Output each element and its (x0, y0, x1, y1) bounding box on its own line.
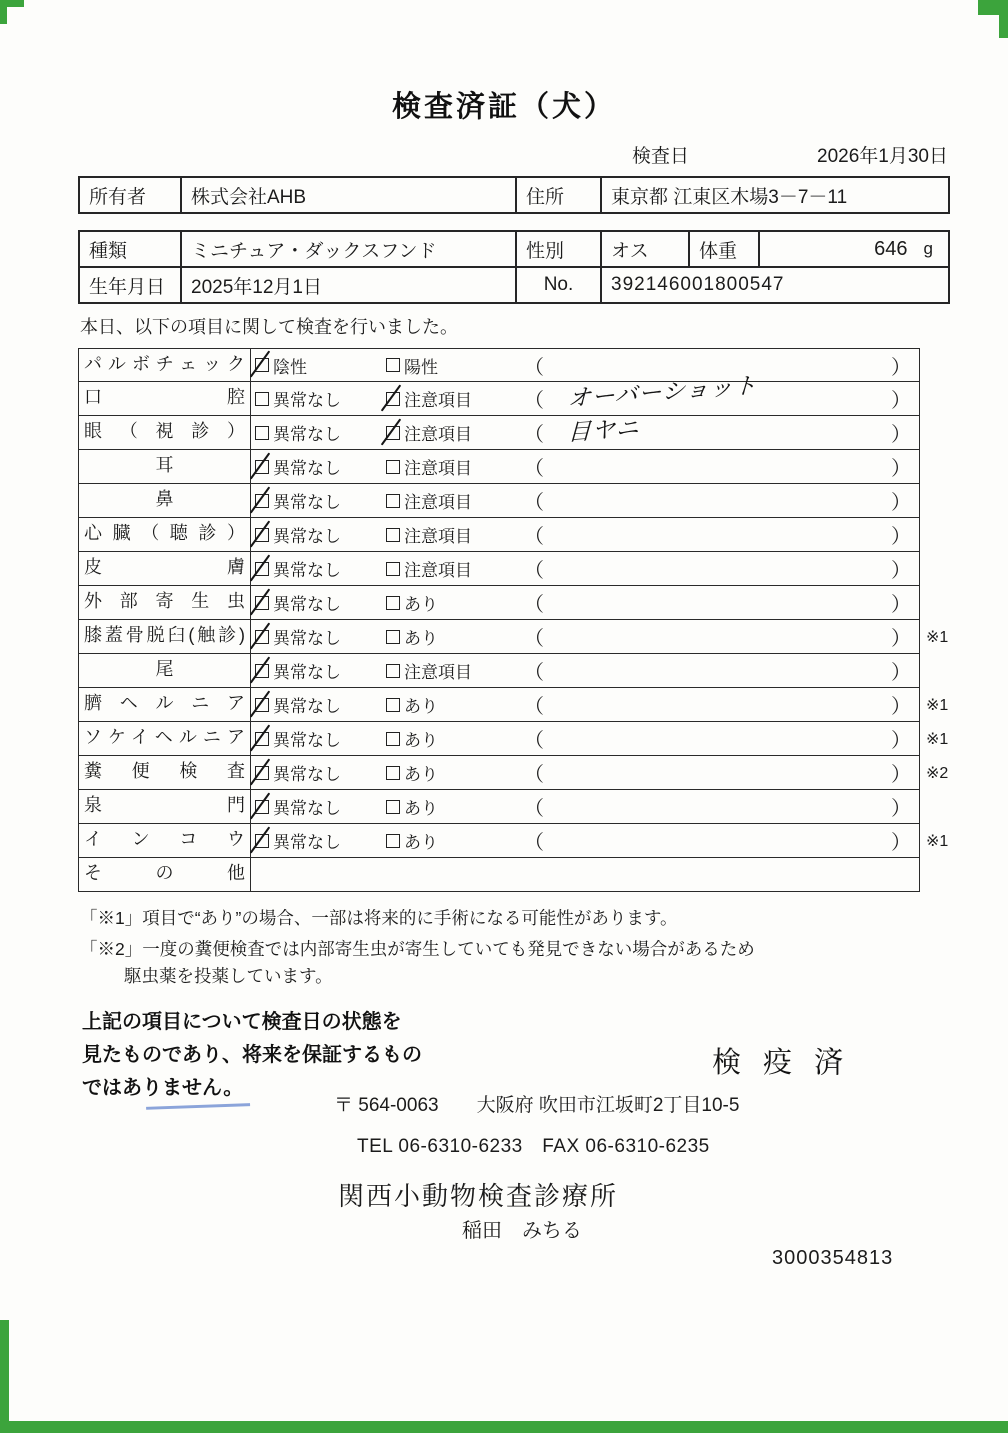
other-empty-cell (251, 858, 919, 891)
option1-checkbox[interactable] (255, 528, 269, 542)
option1-checkbox[interactable] (255, 358, 269, 372)
option2-label: 注意項目 (404, 663, 472, 682)
inspection-row-main (78, 824, 920, 858)
option2-label: あり (404, 765, 438, 784)
option1-label: 異常なし (273, 629, 341, 648)
option2-checkbox[interactable] (386, 596, 400, 610)
option1 (253, 522, 384, 547)
option-cell (251, 484, 516, 517)
inspection-row (78, 654, 1008, 688)
inspection-row-main (78, 858, 920, 892)
footnote-marker: ※1 (926, 697, 949, 714)
inspection-row (78, 824, 1008, 858)
handwritten-checkmark (250, 554, 270, 581)
footnote-marker: ※1 (926, 629, 949, 646)
option1-checkbox[interactable] (255, 460, 269, 474)
inspection-row-main (78, 790, 920, 824)
note-paren-close: ） (891, 458, 911, 480)
footnote-marker (920, 552, 958, 586)
inspection-date-value: 2026年1月30日 (817, 146, 948, 167)
option-cell (251, 450, 516, 483)
scan-artifact-top-right (999, 0, 1008, 38)
owner-label: 所有者 (79, 177, 181, 213)
footnote-marker (920, 382, 958, 416)
note-paren-open: （ (524, 356, 544, 379)
option2-label: 注意項目 (404, 391, 472, 410)
dog-info-table (78, 230, 950, 304)
option2 (384, 590, 516, 615)
option-cell (251, 654, 516, 687)
note-paren-open: （ (524, 424, 544, 446)
option1 (253, 692, 384, 717)
weight-value: 646 (874, 237, 908, 260)
disclaimer-line3: ではありません。 (82, 1077, 244, 1099)
option2-label: あり (404, 731, 438, 750)
inspection-row (78, 688, 1008, 722)
option2 (384, 420, 516, 445)
note-paren-close: ） (891, 764, 911, 786)
option1-label: 異常なし (273, 833, 341, 852)
option1 (253, 353, 384, 378)
handwritten-note: 目ヤニ (567, 414, 641, 446)
option-cell (251, 824, 516, 857)
note-paren-open: （ (524, 730, 544, 752)
handwritten-checkmark (250, 792, 270, 819)
handwritten-checkmark (250, 588, 270, 615)
inspection-row (78, 416, 1008, 450)
footnote-1: 「※1」項目で“あり”の場合、一部は将来的に手術になる可能性があります。 (80, 908, 678, 928)
document-number: 3000354813 (772, 1247, 894, 1269)
option-cell (251, 756, 516, 789)
note-paren-open: （ (524, 628, 544, 650)
breed-row (79, 231, 949, 267)
owner-row (79, 177, 949, 213)
option2 (384, 794, 516, 819)
option1-label: 異常なし (273, 425, 341, 444)
footnote-marker: ※1 (926, 833, 949, 850)
option2-checkbox[interactable] (386, 426, 400, 440)
inspection-row (78, 722, 1008, 756)
option2-checkbox[interactable] (386, 562, 400, 576)
option2-checkbox[interactable] (386, 766, 400, 780)
address-label: 住所 (516, 177, 601, 213)
option2-label: あり (404, 595, 438, 614)
option1 (253, 488, 384, 513)
option2-checkbox[interactable] (386, 630, 400, 644)
inspection-table (78, 348, 1008, 892)
option1-checkbox[interactable] (255, 800, 269, 814)
inspection-row-main (78, 722, 920, 756)
inspection-item-label: パルボチェック (79, 349, 251, 381)
note-paren-open: （ (524, 458, 544, 480)
scan-artifact-bottom-edge (0, 1421, 1008, 1433)
note-paren-close: ） (891, 696, 911, 718)
inspection-item-label: 外 部 寄 生 虫 (79, 586, 251, 619)
option2-checkbox[interactable] (386, 834, 400, 848)
option2-checkbox[interactable] (386, 732, 400, 746)
clinic-address: 〒 564-0063 大阪府 吹田市江坂町2丁目10-5 (334, 1095, 740, 1116)
note-paren-open: （ (524, 662, 544, 684)
clinic-person-name: 稲田 みちる (462, 1220, 582, 1242)
intro-text: 本日、以下の項目に関して検査を行いました。 (80, 317, 458, 337)
sex-label: 性別 (516, 231, 601, 267)
footnote-marker: ※2 (926, 765, 949, 782)
note-cell (516, 790, 919, 823)
inspection-item-label: ソケイヘルニア (79, 722, 251, 755)
option1-label: 異常なし (273, 459, 341, 478)
option-cell (251, 518, 516, 551)
option1-checkbox[interactable] (255, 392, 269, 406)
number-label: No. (516, 267, 601, 303)
note-paren-open: （ (524, 560, 544, 582)
option1 (253, 828, 384, 853)
inspection-row-main (78, 654, 920, 688)
note-paren-open: （ (524, 798, 544, 820)
footnote-marker (920, 416, 958, 450)
inspection-row-main (78, 416, 920, 450)
note-paren-open: （ (524, 832, 544, 854)
sex-value: オス (601, 231, 689, 267)
note-paren-close: ） (891, 832, 911, 854)
option1-checkbox[interactable] (255, 698, 269, 712)
option-cell (251, 790, 516, 823)
inspection-row (78, 756, 1008, 790)
option2 (384, 353, 516, 378)
clinic-name: 関西小動物検査診療所 (338, 1181, 619, 1211)
inspection-row-main (78, 688, 920, 722)
handwritten-checkmark (381, 384, 401, 411)
option1-label: 異常なし (273, 663, 341, 682)
option2-checkbox[interactable] (386, 664, 400, 678)
inspection-item-label: 膝蓋骨脱臼(触診) (79, 620, 251, 653)
inspection-date-row (78, 141, 948, 168)
note-cell (516, 552, 919, 585)
note-cell (516, 450, 919, 483)
option1-label: 異常なし (273, 731, 341, 750)
option-cell (251, 722, 516, 755)
option1-label: 異常なし (273, 799, 341, 818)
note-paren-close: ） (891, 662, 911, 684)
handwritten-note: オーバーショット (567, 372, 758, 412)
note-paren-open: （ (524, 526, 544, 548)
handwritten-checkmark (250, 486, 270, 513)
option2-label: 注意項目 (404, 459, 472, 478)
inspection-item-label: 眼 （ 視 診 ） (79, 416, 251, 449)
option2-checkbox[interactable] (386, 800, 400, 814)
option1 (253, 624, 384, 649)
option1-checkbox[interactable] (255, 596, 269, 610)
option1-checkbox[interactable] (255, 562, 269, 576)
inspection-row-main (78, 620, 920, 654)
handwritten-checkmark (250, 520, 270, 547)
address-value: 東京都 江東区木場3－7－11 (601, 177, 949, 213)
option1 (253, 794, 384, 819)
option2 (384, 386, 516, 411)
handwritten-checkmark (250, 690, 270, 717)
option2-checkbox[interactable] (386, 460, 400, 474)
inspection-row-main (78, 518, 920, 552)
note-paren-close: ） (891, 628, 911, 650)
inspection-item-label: イ ン コ ウ (79, 824, 251, 857)
note-cell (516, 756, 919, 789)
option2-label: 陽性 (404, 357, 438, 377)
handwritten-checkmark (250, 622, 270, 649)
option1-label: 異常なし (273, 527, 341, 546)
footnote-marker: ※1 (926, 731, 949, 748)
option1 (253, 454, 384, 479)
option1-label: 陰性 (273, 357, 307, 377)
option2-label: あり (404, 629, 438, 648)
inspection-row-main (78, 484, 920, 518)
note-cell (516, 620, 919, 653)
note-cell (516, 518, 919, 551)
note-paren-open: （ (524, 594, 544, 616)
option1-label: 異常なし (273, 697, 341, 716)
option2 (384, 760, 516, 785)
option2 (384, 726, 516, 751)
option1-label: 異常なし (273, 391, 341, 410)
option1 (253, 420, 384, 445)
inspection-row (78, 620, 1008, 654)
option1-checkbox[interactable] (255, 834, 269, 848)
option-cell (251, 620, 516, 653)
inspection-row (78, 450, 1008, 484)
option2 (384, 624, 516, 649)
owner-table (78, 176, 950, 214)
option1-checkbox[interactable] (255, 664, 269, 678)
option1-label: 異常なし (273, 595, 341, 614)
number-value: 392146001800547 (601, 267, 949, 303)
birthdate-label: 生年月日 (79, 267, 181, 303)
option1 (253, 760, 384, 785)
option2-checkbox[interactable] (386, 528, 400, 542)
note-paren-close: ） (891, 798, 911, 820)
footnote-2-line1: 「※2」一度の糞便検査では内部寄生虫が寄生していても発見できない場合があるため (80, 939, 755, 959)
disclaimer-line2: 見たものであり、将来を保証するもの (82, 1044, 422, 1066)
option-cell (251, 416, 516, 449)
option2 (384, 488, 516, 513)
option1-label: 異常なし (273, 765, 341, 784)
option2-label: 注意項目 (404, 561, 472, 580)
option-cell (251, 552, 516, 585)
inspection-item-label: 口 腔 (79, 382, 251, 415)
breed-value: ミニチュア・ダックスフンド (181, 231, 516, 267)
footnote-marker (920, 654, 958, 688)
footnote-marker (920, 586, 958, 620)
option1 (253, 658, 384, 683)
option1-label: 異常なし (273, 493, 341, 512)
option2-label: あり (404, 799, 438, 818)
note-cell (516, 416, 919, 449)
note-paren-close: ） (891, 560, 911, 582)
inspection-item-label: 尾 (79, 654, 251, 687)
note-cell (516, 484, 919, 517)
handwritten-checkmark (250, 350, 270, 377)
option2 (384, 658, 516, 683)
inspection-item-label: 心 臓 （ 聴 診 ） (79, 518, 251, 551)
option2-label: あり (404, 833, 438, 852)
option2-label: 注意項目 (404, 493, 472, 512)
inspection-row (78, 484, 1008, 518)
option1-checkbox[interactable] (255, 426, 269, 440)
inspection-item-label: 糞 便 検 査 (79, 756, 251, 789)
option1-checkbox[interactable] (255, 732, 269, 746)
birthdate-row (79, 267, 949, 303)
clinic-tel-fax: TEL 06-6310-6233 FAX 06-6310-6235 (357, 1136, 710, 1157)
birthdate-value: 2025年12月1日 (181, 267, 516, 303)
note-paren-open: （ (524, 764, 544, 786)
footnote-marker (920, 858, 958, 892)
inspection-row (78, 790, 1008, 824)
note-paren-open: （ (524, 390, 544, 412)
inspection-row (78, 552, 1008, 586)
inspection-item-label: そ の 他 (79, 858, 251, 891)
option-cell (251, 349, 516, 381)
handwritten-checkmark (250, 826, 270, 853)
option2-checkbox[interactable] (386, 698, 400, 712)
weight-cell (759, 231, 949, 267)
note-cell (516, 722, 919, 755)
inspection-row-main (78, 756, 920, 790)
note-paren-close: ） (891, 492, 911, 514)
option2-checkbox[interactable] (386, 392, 400, 406)
option-cell (251, 382, 516, 415)
scan-artifact-bottom-left (0, 1320, 9, 1433)
weight-label: 体重 (689, 231, 759, 267)
inspection-date-label: 検査日 (632, 146, 690, 167)
breed-label: 種類 (79, 231, 181, 267)
note-cell (516, 654, 919, 687)
scan-artifact-top-left (0, 0, 7, 24)
note-cell (516, 824, 919, 857)
inspection-row-main (78, 586, 920, 620)
option2 (384, 454, 516, 479)
handwritten-checkmark (250, 656, 270, 683)
owner-value: 株式会社AHB (181, 177, 516, 213)
inspection-row-other (78, 858, 1008, 892)
inspection-row-main (78, 552, 920, 586)
option2-label: 注意項目 (404, 527, 472, 546)
option-cell (251, 586, 516, 619)
option2 (384, 522, 516, 547)
option2 (384, 828, 516, 853)
footnote-2-line2: 駆虫薬を投薬しています。 (124, 966, 333, 986)
option1-label: 異常なし (273, 561, 341, 580)
note-paren-open: （ (524, 492, 544, 514)
handwritten-checkmark (381, 418, 401, 445)
inspection-row (78, 518, 1008, 552)
option1 (253, 386, 384, 411)
note-cell (516, 688, 919, 721)
inspection-item-label: 臍 ヘ ル ニ ア (79, 688, 251, 721)
handwritten-checkmark (250, 724, 270, 751)
note-paren-close: ） (891, 356, 911, 379)
footnote-marker (920, 790, 958, 824)
weight-unit: g (923, 239, 933, 258)
footnote-marker (920, 450, 958, 484)
option1-checkbox[interactable] (255, 630, 269, 644)
option2 (384, 692, 516, 717)
inspection-item-label: 泉 門 (79, 790, 251, 823)
inspection-item-label: 耳 (79, 450, 251, 483)
option2-checkbox[interactable] (386, 358, 400, 372)
option2 (384, 556, 516, 581)
note-paren-close: ） (891, 730, 911, 752)
page-title: 検査済証（犬） (391, 91, 616, 123)
footnote-marker (920, 518, 958, 552)
inspection-item-label: 皮 膚 (79, 552, 251, 585)
option2-checkbox[interactable] (386, 494, 400, 508)
option2-label: 注意項目 (404, 425, 472, 444)
disclaimer-line1: 上記の項目について検査日の状態を (82, 1011, 402, 1033)
option1-checkbox[interactable] (255, 494, 269, 508)
note-cell (516, 586, 919, 619)
note-paren-close: ） (891, 424, 911, 446)
quarantine-stamp-text: 検 疫 済 (712, 1047, 851, 1079)
note-paren-close: ） (891, 526, 911, 548)
handwritten-checkmark (250, 452, 270, 479)
option-cell (251, 688, 516, 721)
inspection-row (78, 586, 1008, 620)
footnote-marker (920, 484, 958, 518)
handwritten-checkmark (250, 758, 270, 785)
option1 (253, 590, 384, 615)
option1 (253, 556, 384, 581)
option1-checkbox[interactable] (255, 766, 269, 780)
note-paren-open: （ (524, 696, 544, 718)
note-paren-close: ） (891, 390, 911, 412)
option2-label: あり (404, 697, 438, 716)
note-paren-close: ） (891, 594, 911, 616)
inspection-row-main (78, 450, 920, 484)
footnote-marker (920, 348, 958, 382)
option1 (253, 726, 384, 751)
inspection-item-label: 鼻 (79, 484, 251, 517)
